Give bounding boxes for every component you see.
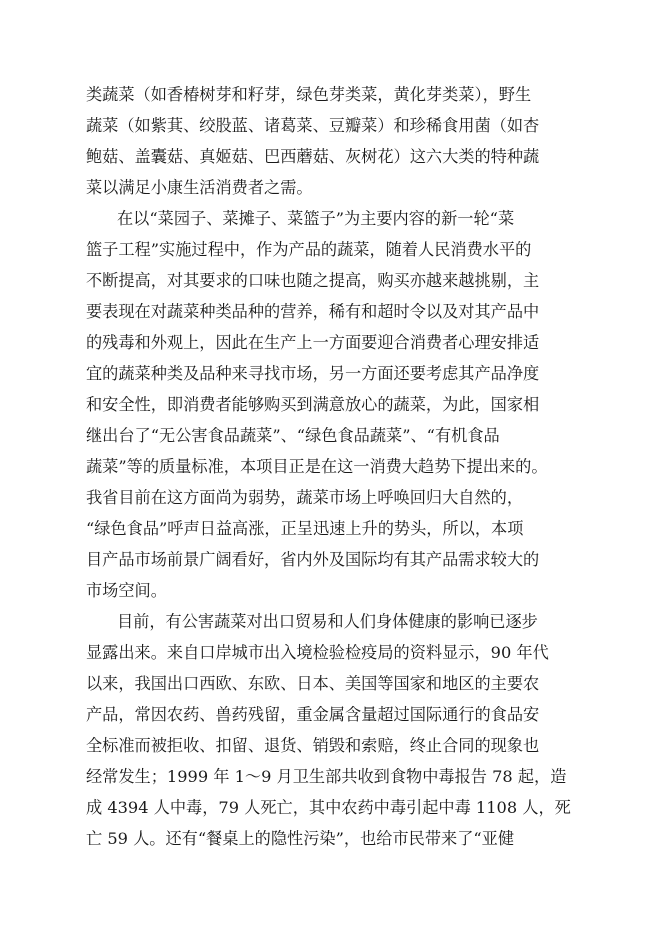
text-line: 成 4394 人中毒，79 人死亡，其中农药中毒引起中毒 1108 人，死	[86, 798, 571, 817]
text-line: 不断提高，对其要求的口味也随之提高，购买亦越来越挑剔，主	[86, 271, 540, 290]
text-line: 鲍菇、盖囊菇、真姬菇、巴西蘑菇、灰树花）这六大类的特种蔬	[86, 147, 540, 166]
text-line: 产品，常因农药、兽药残留，重金属含量超过国际通行的食品安	[86, 705, 540, 724]
text-line: 蔬菜（如紫萁、绞股蓝、诸葛菜、豆瓣菜）和珍稀食用菌（如杏	[86, 116, 540, 135]
text-line: 要表现在对蔬菜种类品种的营养，稀有和超时令以及对其产品中	[86, 302, 540, 321]
text-line: 显露出来。来自口岸城市出入境检验检疫局的资料显示，90 年代	[86, 643, 549, 662]
paragraph-first-line: 目前，有公害蔬菜对出口贸易和人们身体健康的影响已逐步	[117, 612, 538, 631]
text-line: 全标准而被拒收、扣留、退货、销毁和索赔，终止合同的现象也	[86, 736, 540, 755]
text-line: 经常发生；1999 年 1～9 月卫生部共收到食物中毒报告 78 起，造	[86, 767, 567, 786]
text-line: 宜的蔬菜种类及品种来寻找市场，另一方面还要考虑其产品净度	[86, 364, 540, 383]
text-line: 以来，我国出口西欧、东欧、日本、美国等国家和地区的主要农	[86, 674, 540, 693]
text-line: 亡 59 人。还有“餐桌上的隐性污染”，也给市民带来了“亚健	[86, 829, 515, 848]
text-line: “绿色食品”呼声日益高涨，正呈迅速上升的势头，所以，本项	[86, 519, 524, 538]
text-line: 的残毒和外观上，因此在生产上一方面要迎合消费者心理安排适	[86, 333, 540, 352]
text-line: 目产品市场前景广阔看好，省内外及国际均有其产品需求较大的	[86, 550, 540, 569]
text-line: 继出台了“无公害食品蔬菜”、“绿色食品蔬菜”、“有机食品	[86, 426, 500, 445]
paragraph-first-line: 在以“菜园子、菜摊子、菜篮子”为主要内容的新一轮“菜	[117, 209, 515, 228]
text-line: 我省目前在这方面尚为弱势，蔬菜市场上呼唤回归大自然的，	[86, 488, 524, 507]
text-line: 类蔬菜（如香椿树芽和籽芽，绿色芽类菜，黄化芽类菜），野生	[86, 85, 532, 104]
text-line: 篮子工程”实施过程中，作为产品的蔬菜，随着人民消费水平的	[86, 240, 532, 259]
text-line: 市场空间。	[86, 581, 167, 600]
text-line: 和安全性，即消费者能够购买到满意放心的蔬菜，为此，国家相	[86, 395, 540, 414]
text-line: 菜以满足小康生活消费者之需。	[86, 178, 313, 197]
text-line: 蔬菜”等的质量标准，本项目正是在这一消费大趋势下提出来的。	[86, 457, 548, 476]
